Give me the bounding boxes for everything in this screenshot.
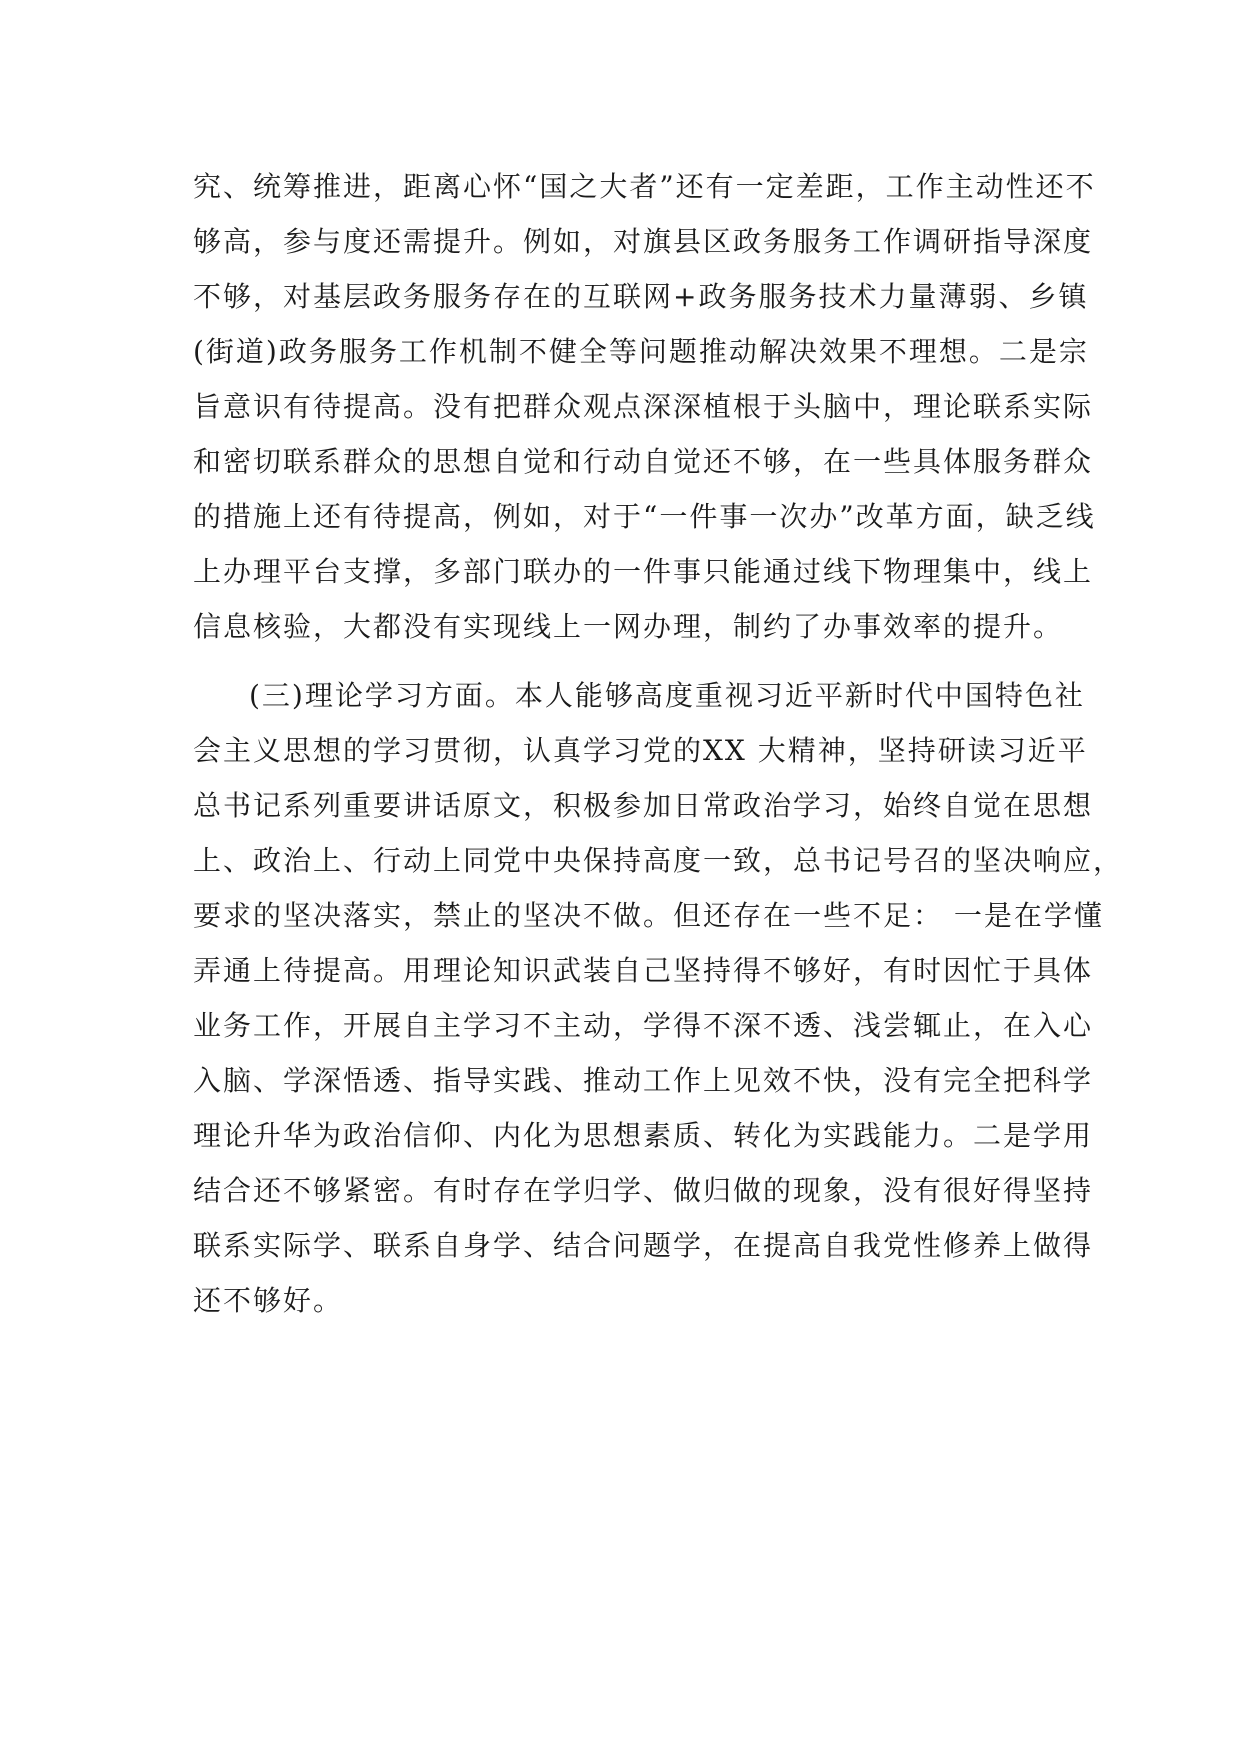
text-line: 不够，对基层政务服务存在的互联网+政务服务技术力量薄弱、乡镇: [193, 280, 1089, 313]
text-line: 总书记系列重要讲话原文，积极参加日常政治学习，始终自觉在思想: [193, 789, 1094, 822]
text-line: 究、统筹推进，距离心怀“国之大者”还有一定差距，工作主动性还不: [193, 170, 1096, 203]
text-line: 旨意识有待提高。没有把群众观点深深植根于头脑中，理论联系实际: [193, 390, 1094, 423]
text-line: 理论升华为政治信仰、内化为思想素质、转化为实践能力。二是学用: [193, 1119, 1094, 1152]
text-line: 业务工作，开展自主学习不主动，学得不深不透、浅尝辄止，在入心: [193, 1009, 1094, 1042]
text-line: (街道)政务服务工作机制不健全等问题推动解决效果不理想。二是宗: [193, 335, 1089, 368]
text-line: 要求的坚决落实，禁止的坚决不做。但还存在一些不足： 一是在学懂: [193, 899, 1104, 932]
text-line: (三)理论学习方面。本人能够高度重视习近平新时代中国特色社: [249, 679, 1085, 712]
text-line: 还不够好。: [193, 1284, 344, 1317]
text-line: 够高，参与度还需提升。例如，对旗县区政务服务工作调研指导深度: [193, 225, 1094, 258]
text-line: 入脑、学深悟透、指导实践、推动工作上见效不快，没有完全把科学: [193, 1064, 1094, 1097]
text-line: 信息核验，大都没有实现线上一网办理，制约了办事效率的提升。: [193, 610, 1064, 643]
text-line: 的措施上还有待提高，例如，对于“一件事一次办”改革方面，缺乏线: [193, 500, 1096, 533]
text-line: 上、政治上、行动上同党中央保持高度一致，总书记号召的坚决响应，: [193, 844, 1124, 877]
text-line: 会主义思想的学习贯彻，认真学习党的XX 大精神，坚持研读习近平: [193, 734, 1088, 767]
text-line: 和密切联系群众的思想自觉和行动自觉还不够，在一些具体服务群众: [193, 445, 1094, 478]
text-line: 上办理平台支撑，多部门联办的一件事只能通过线下物理集中，线上: [193, 555, 1094, 588]
text-line: 联系实际学、联系自身学、结合问题学，在提高自我党性修养上做得: [193, 1229, 1094, 1262]
text-line: 结合还不够紧密。有时存在学归学、做归做的现象，没有很好得坚持: [193, 1174, 1094, 1207]
text-line: 弄通上待提高。用理论知识武装自己坚持得不够好，有时因忙于具体: [193, 954, 1094, 987]
